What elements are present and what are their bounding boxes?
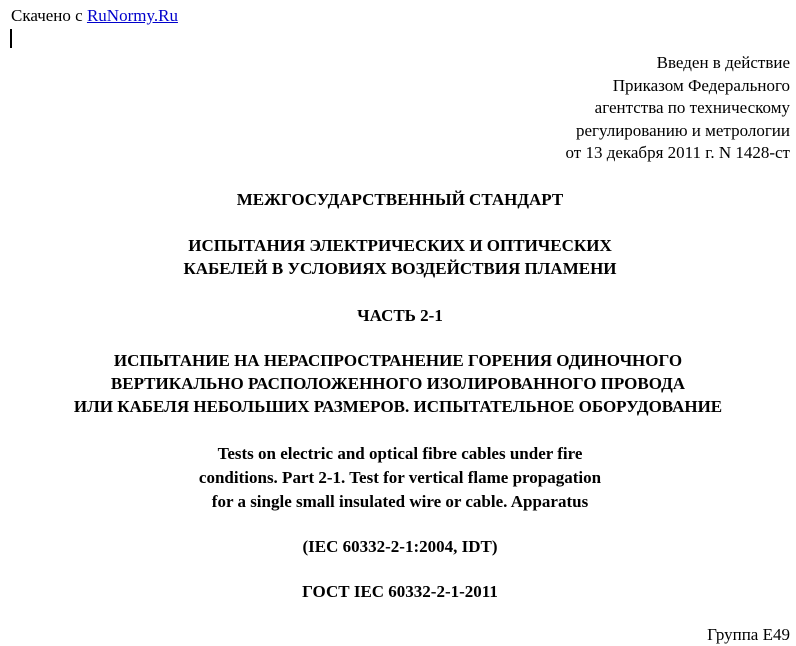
approval-line: регулированию и метрологии — [575, 120, 790, 140]
text-cursor — [10, 29, 12, 48]
approval-line: Приказом Федерального — [612, 75, 790, 95]
gost-number: ГОСТ IEC 60332-2-1-2011 — [302, 582, 498, 601]
group-code: Группа Е49 — [707, 625, 790, 644]
english-title — [0, 442, 796, 514]
subtitle-line: ИЛИ КАБЕЛЯ НЕБОЛЬШИХ РАЗМЕРОВ. ИСПЫТАТЕЛЬНОЕ ОБОРУДОВАНИЕ — [73, 397, 723, 416]
part-heading: ЧАСТЬ 2-1 — [357, 306, 443, 325]
source-link[interactable]: RuNormy.Ru — [86, 6, 178, 25]
iec-reference: (IEC 60332-2-1:2004, IDT) — [302, 537, 498, 556]
source-prefix: Скачено с — [11, 6, 83, 25]
approval-line: агентства по техническому — [594, 98, 790, 117]
document-title — [0, 234, 796, 280]
approval-block — [565, 52, 790, 165]
title-line: ИСПЫТАНИЯ ЭЛЕКТРИЧЕСКИХ И ОПТИЧЕСКИХ — [188, 236, 612, 255]
subtitle-line: ИСПЫТАНИЕ НА НЕРАСПРОСТРАНЕНИЕ ГОРЕНИЯ ОДИНОЧНОГО — [113, 351, 683, 370]
source-line — [11, 6, 178, 26]
english-title-line: Tests on electric and optical fibre cables under fire — [217, 444, 583, 463]
approval-line: Введен в действие — [656, 53, 790, 72]
english-title-line: for a single small insulated wire or cable. Apparatus — [211, 492, 589, 511]
title-line: КАБЕЛЕЙ В УСЛОВИЯХ ВОЗДЕЙСТВИЯ ПЛАМЕНИ — [183, 259, 617, 278]
standard-type: МЕЖГОСУДАРСТВЕННЫЙ СТАНДАРТ — [236, 190, 564, 209]
english-title-line: conditions. Part 2-1. Test for vertical flame propagation — [198, 468, 602, 487]
subtitle-line: ВЕРТИКАЛЬНО РАСПОЛОЖЕННОГО ИЗОЛИРОВАННОГО ПРОВОДА — [110, 374, 686, 393]
document-subtitle — [0, 349, 796, 418]
approval-line: от 13 декабря 2011 г. N 1428-ст — [565, 143, 790, 162]
